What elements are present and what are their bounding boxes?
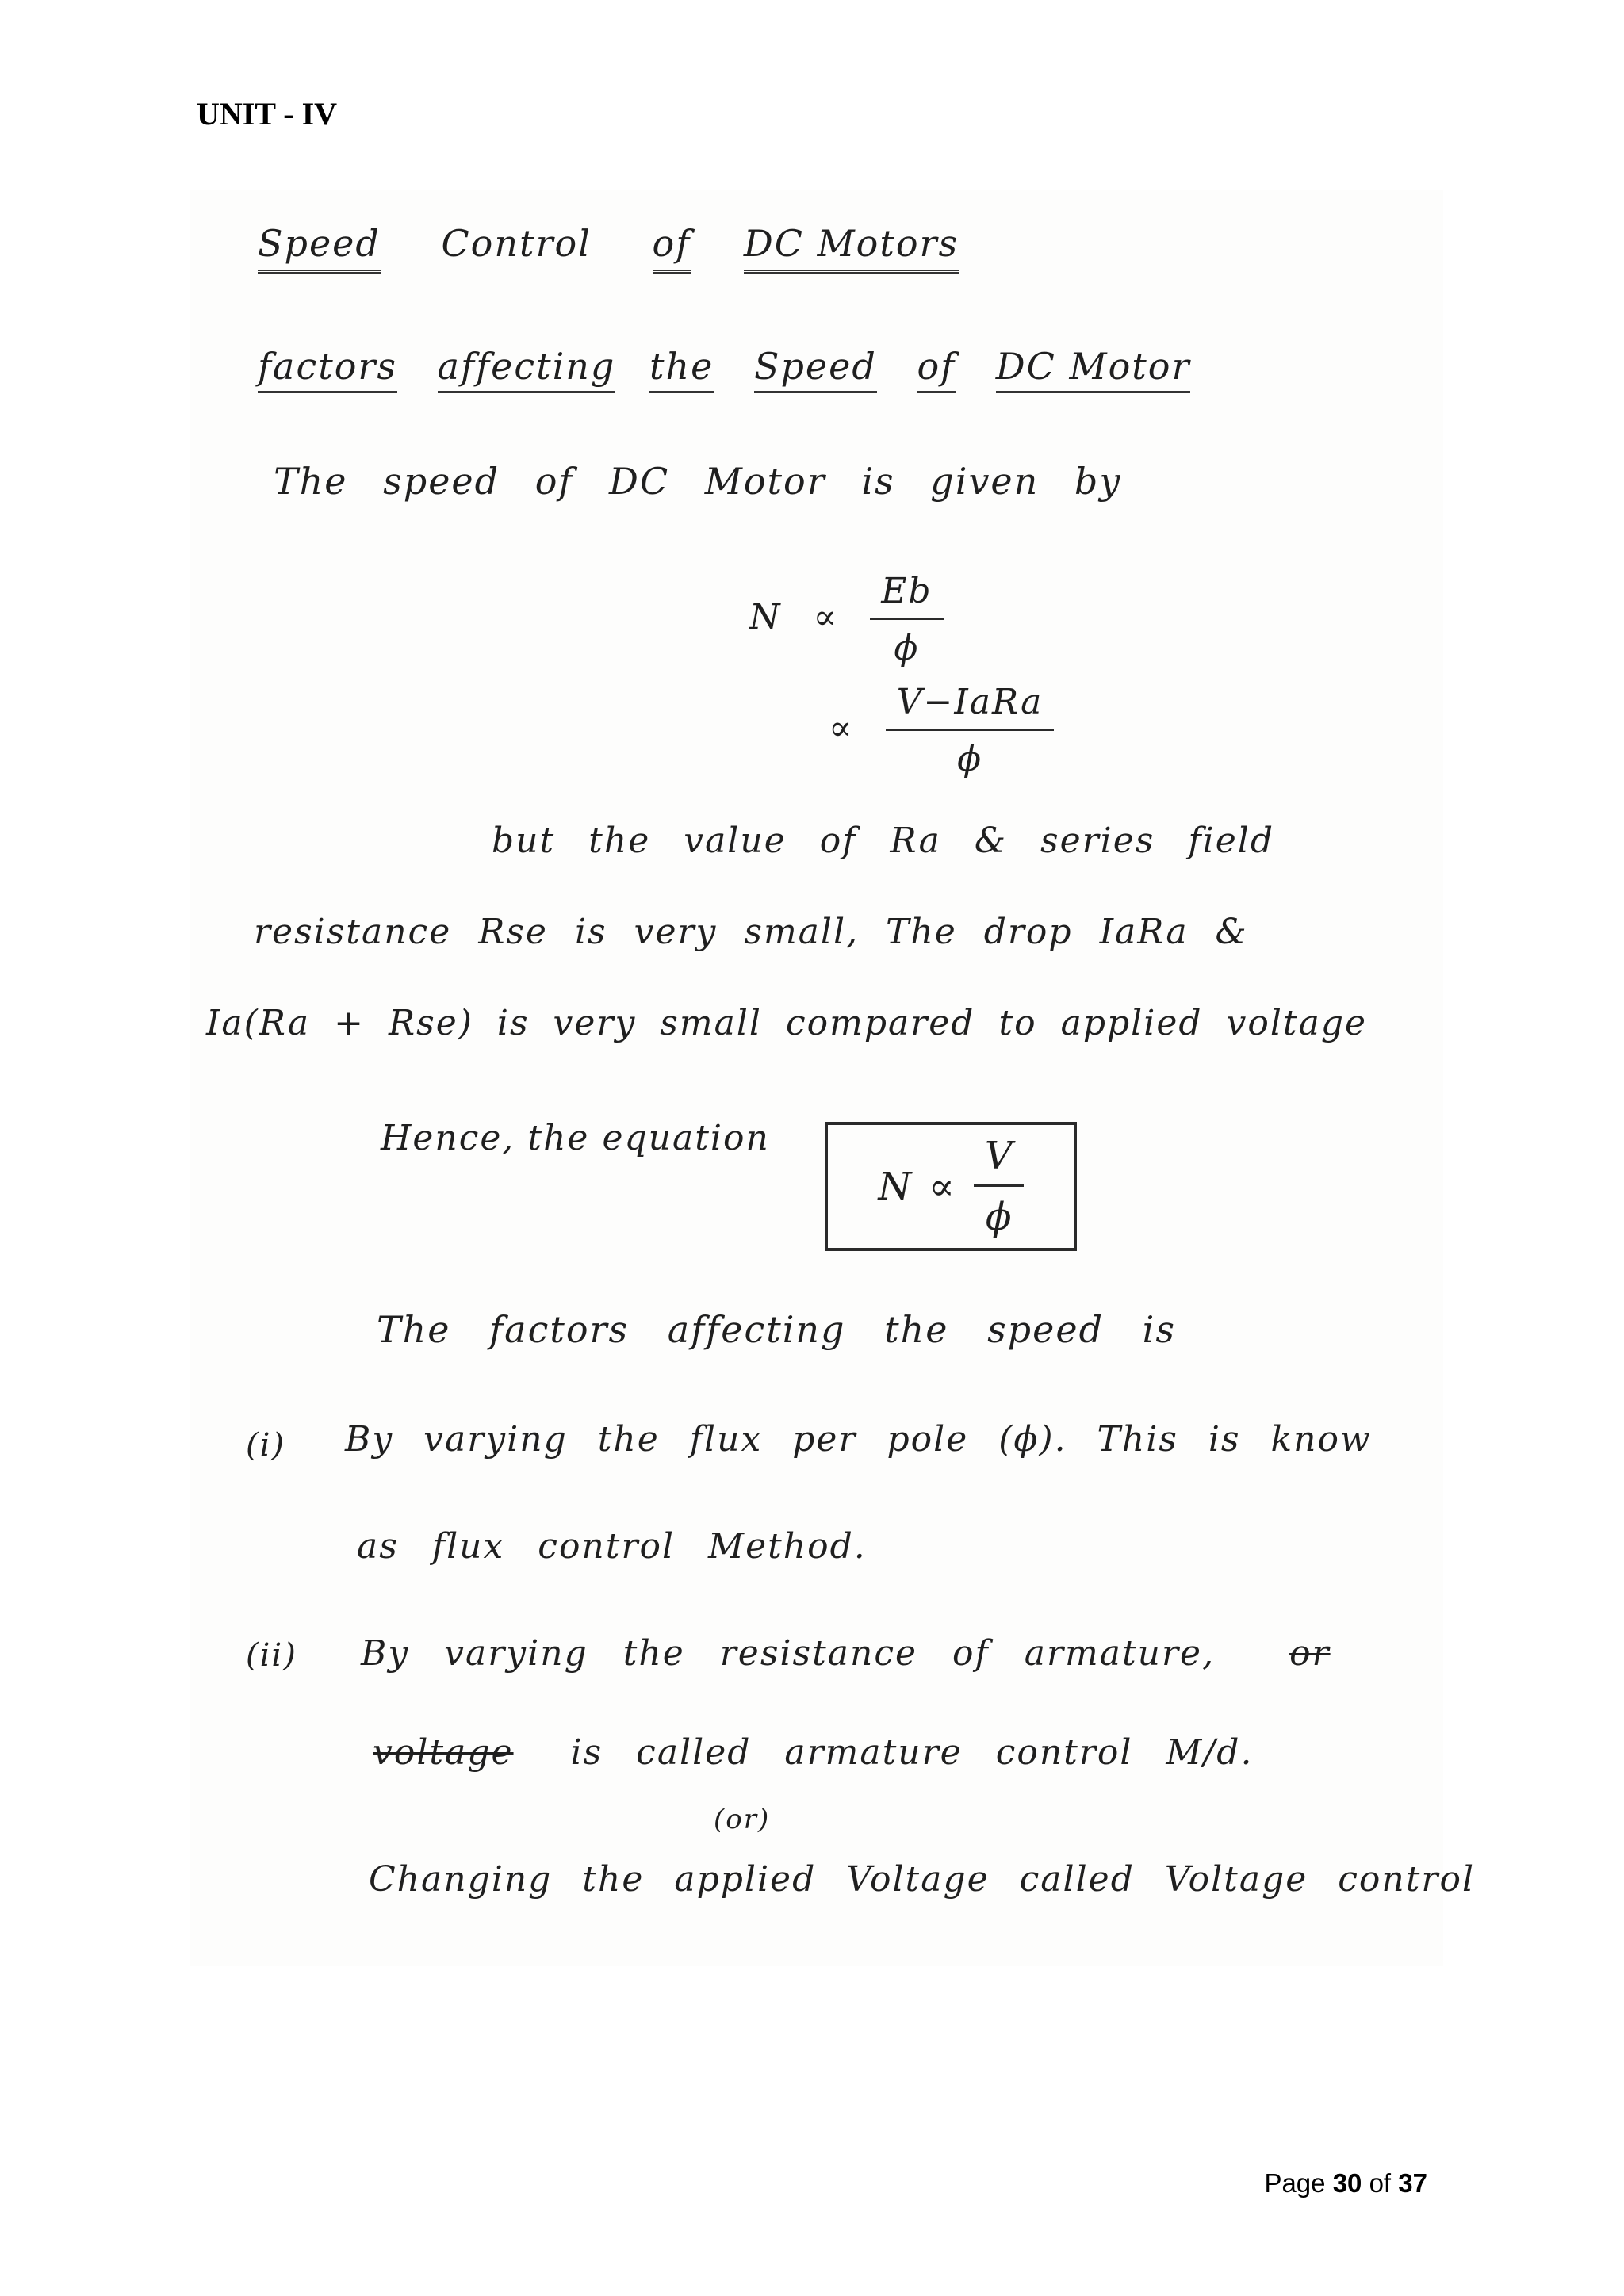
boxed-prop-symbol: ∝ xyxy=(929,1164,955,1209)
footer-page-number: 30 xyxy=(1332,2168,1362,2198)
title-word-speed: Speed xyxy=(258,222,381,274)
hence-text: Hence, the equation xyxy=(381,1118,770,1158)
intro-line: The speed of DC Motor is given by xyxy=(274,460,1122,503)
subtitle-word-factors: factors xyxy=(258,345,397,393)
subtitle-word-of: of xyxy=(917,345,956,393)
item-2-line-1-text: By varying the resistance of armature, xyxy=(361,1633,1216,1674)
notes-title xyxy=(258,222,959,265)
eq2-denominator: ϕ xyxy=(957,739,983,779)
item-1-line-2: as flux control Method. xyxy=(357,1526,867,1567)
item-2-line-2-text: is called armature control M/d. xyxy=(570,1732,1254,1773)
eq1-numerator: Eb xyxy=(870,571,943,620)
title-word-control: Control xyxy=(441,222,592,265)
item-1-line-1: By varying the flux per pole (ϕ). This is know xyxy=(345,1419,1372,1460)
footer-page-label: Page xyxy=(1264,2168,1326,2198)
eq2-fraction xyxy=(886,682,1055,779)
struck-voltage: voltage xyxy=(373,1732,514,1773)
eq1-fraction xyxy=(870,571,943,668)
subtitle-word-affecting: affecting xyxy=(438,345,616,393)
boxed-numerator: V xyxy=(974,1134,1024,1187)
item-1-marker: (i) xyxy=(246,1427,286,1464)
title-word-of: of xyxy=(653,222,691,274)
boxed-lhs: N xyxy=(878,1164,912,1209)
struck-or: or xyxy=(1289,1633,1331,1674)
or-label: (or) xyxy=(714,1804,771,1835)
subtitle-word-speed: Speed xyxy=(754,345,877,393)
title-word-dc-motors: DC Motors xyxy=(744,222,959,274)
unit-header: UNIT - IV xyxy=(197,96,338,132)
page-footer xyxy=(1264,2168,1427,2198)
para-line-2: resistance Rse is very small, The drop IaRa & xyxy=(254,912,1248,952)
eq1-denominator: ϕ xyxy=(894,628,920,668)
boxed-equation xyxy=(825,1122,1077,1251)
eq2-prop-symbol: ∝ xyxy=(829,708,854,748)
equation-n-prop-eb xyxy=(749,571,944,668)
item-2-line-1 xyxy=(361,1633,1331,1674)
subtitle-word-the: the xyxy=(649,345,714,393)
footer-of-label: of xyxy=(1369,2168,1392,2198)
eq1-lhs: N xyxy=(749,597,782,637)
item-2-line-3: Changing the applied Voltage called Voltage control xyxy=(369,1859,1476,1900)
item-2-marker: (ii) xyxy=(246,1637,297,1674)
notes-subtitle xyxy=(258,345,1190,388)
eq1-prop-symbol: ∝ xyxy=(813,597,839,637)
boxed-denominator: ϕ xyxy=(985,1195,1012,1239)
subtitle-word-dc-motor: DC Motor xyxy=(996,345,1191,393)
factors-intro: The factors affecting the speed is xyxy=(377,1308,1176,1351)
footer-page-total: 37 xyxy=(1398,2168,1427,2198)
boxed-fraction xyxy=(974,1134,1024,1239)
para-line-1: but the value of Ra & series field xyxy=(492,821,1274,861)
item-2-line-2 xyxy=(373,1732,1253,1773)
eq2-numerator: V−IaRa xyxy=(886,682,1055,731)
para-line-3: Ia(Ra + Rse) is very small compared to applied voltage xyxy=(206,1003,1368,1043)
equation-prop-v-iara xyxy=(829,682,1054,779)
scanned-notes xyxy=(190,190,1443,1966)
